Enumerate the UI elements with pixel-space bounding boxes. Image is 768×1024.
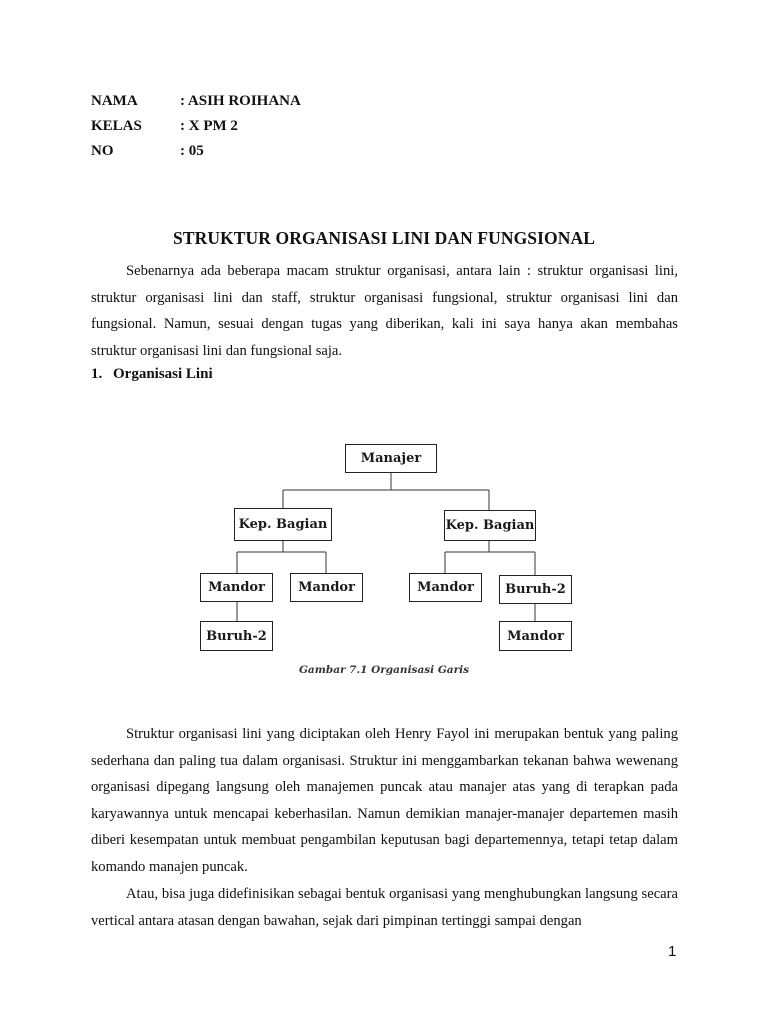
org-box-right-mandor: Mandor bbox=[409, 573, 482, 602]
org-box-right-mandor-bottom: Mandor bbox=[499, 621, 572, 651]
header-label: KELAS bbox=[91, 118, 142, 134]
header-value: : 05 bbox=[180, 143, 204, 159]
paragraph-2 bbox=[91, 881, 678, 934]
header-label: NAMA bbox=[91, 93, 138, 109]
figure-caption: Gambar 7.1 Organisasi Garis bbox=[298, 664, 470, 676]
org-box-left-mandor-2: Mandor bbox=[290, 573, 363, 602]
paragraph-1-text: Struktur organisasi lini yang diciptakan oleh Henry Fayol ini merupakan bentuk yang paling sederhana dan paling tua dalam organisasi. Struktur ini menggambarkan tekanan bahwa wewenang organisasi dipegang langsung oleh manajemen puncak atau manajer atas yang di terapkan pada karyawannya untuk mencapai keberhasilan. Namun demikian manajer-manajer departemen masih diberi kesempatan untuk membuat pengambilan keputusan bagi departemennya, tetapi tetap dalam komando manajen puncak. bbox=[91, 726, 678, 875]
header-value: : X PM 2 bbox=[180, 118, 238, 134]
org-box-right-buruh: Buruh-2 bbox=[499, 575, 572, 604]
org-box-left-buruh: Buruh-2 bbox=[200, 621, 273, 651]
section-number: 1. bbox=[91, 366, 103, 382]
header-label: NO bbox=[91, 143, 114, 159]
intro-text: Sebenarnya ada beberapa macam struktur organisasi, antara lain : struktur organisasi lini, struktur organisasi lini dan staff, struktur organisasi fungsional, struktur organisasi lini dan fungsional. Namun, sesuai dengan tugas yang diberikan, kali ini saya hanya akan membahas struktur organisasi lini dan fungsional saja. bbox=[91, 263, 678, 359]
page-number: 1 bbox=[668, 943, 677, 960]
org-box-manager: Manajer bbox=[345, 444, 437, 473]
org-box-dept-right: Kep. Bagian bbox=[444, 510, 536, 541]
paragraph-1 bbox=[91, 721, 678, 881]
org-box-dept-left: Kep. Bagian bbox=[234, 508, 332, 541]
document-title: STRUKTUR ORGANISASI LINI DAN FUNGSIONAL bbox=[172, 228, 596, 248]
header-value: : ASIH ROIHANA bbox=[180, 93, 301, 109]
paragraph-2-text: Atau, bisa juga didefinisikan sebagai bentuk organisasi yang menghubungkan langsung secara vertical antara atasan dengan bawahan, sejak dari pimpinan tertinggi sampai dengan bbox=[91, 886, 678, 929]
section-title: Organisasi Lini bbox=[113, 366, 213, 382]
org-box-left-mandor-1: Mandor bbox=[200, 573, 273, 602]
